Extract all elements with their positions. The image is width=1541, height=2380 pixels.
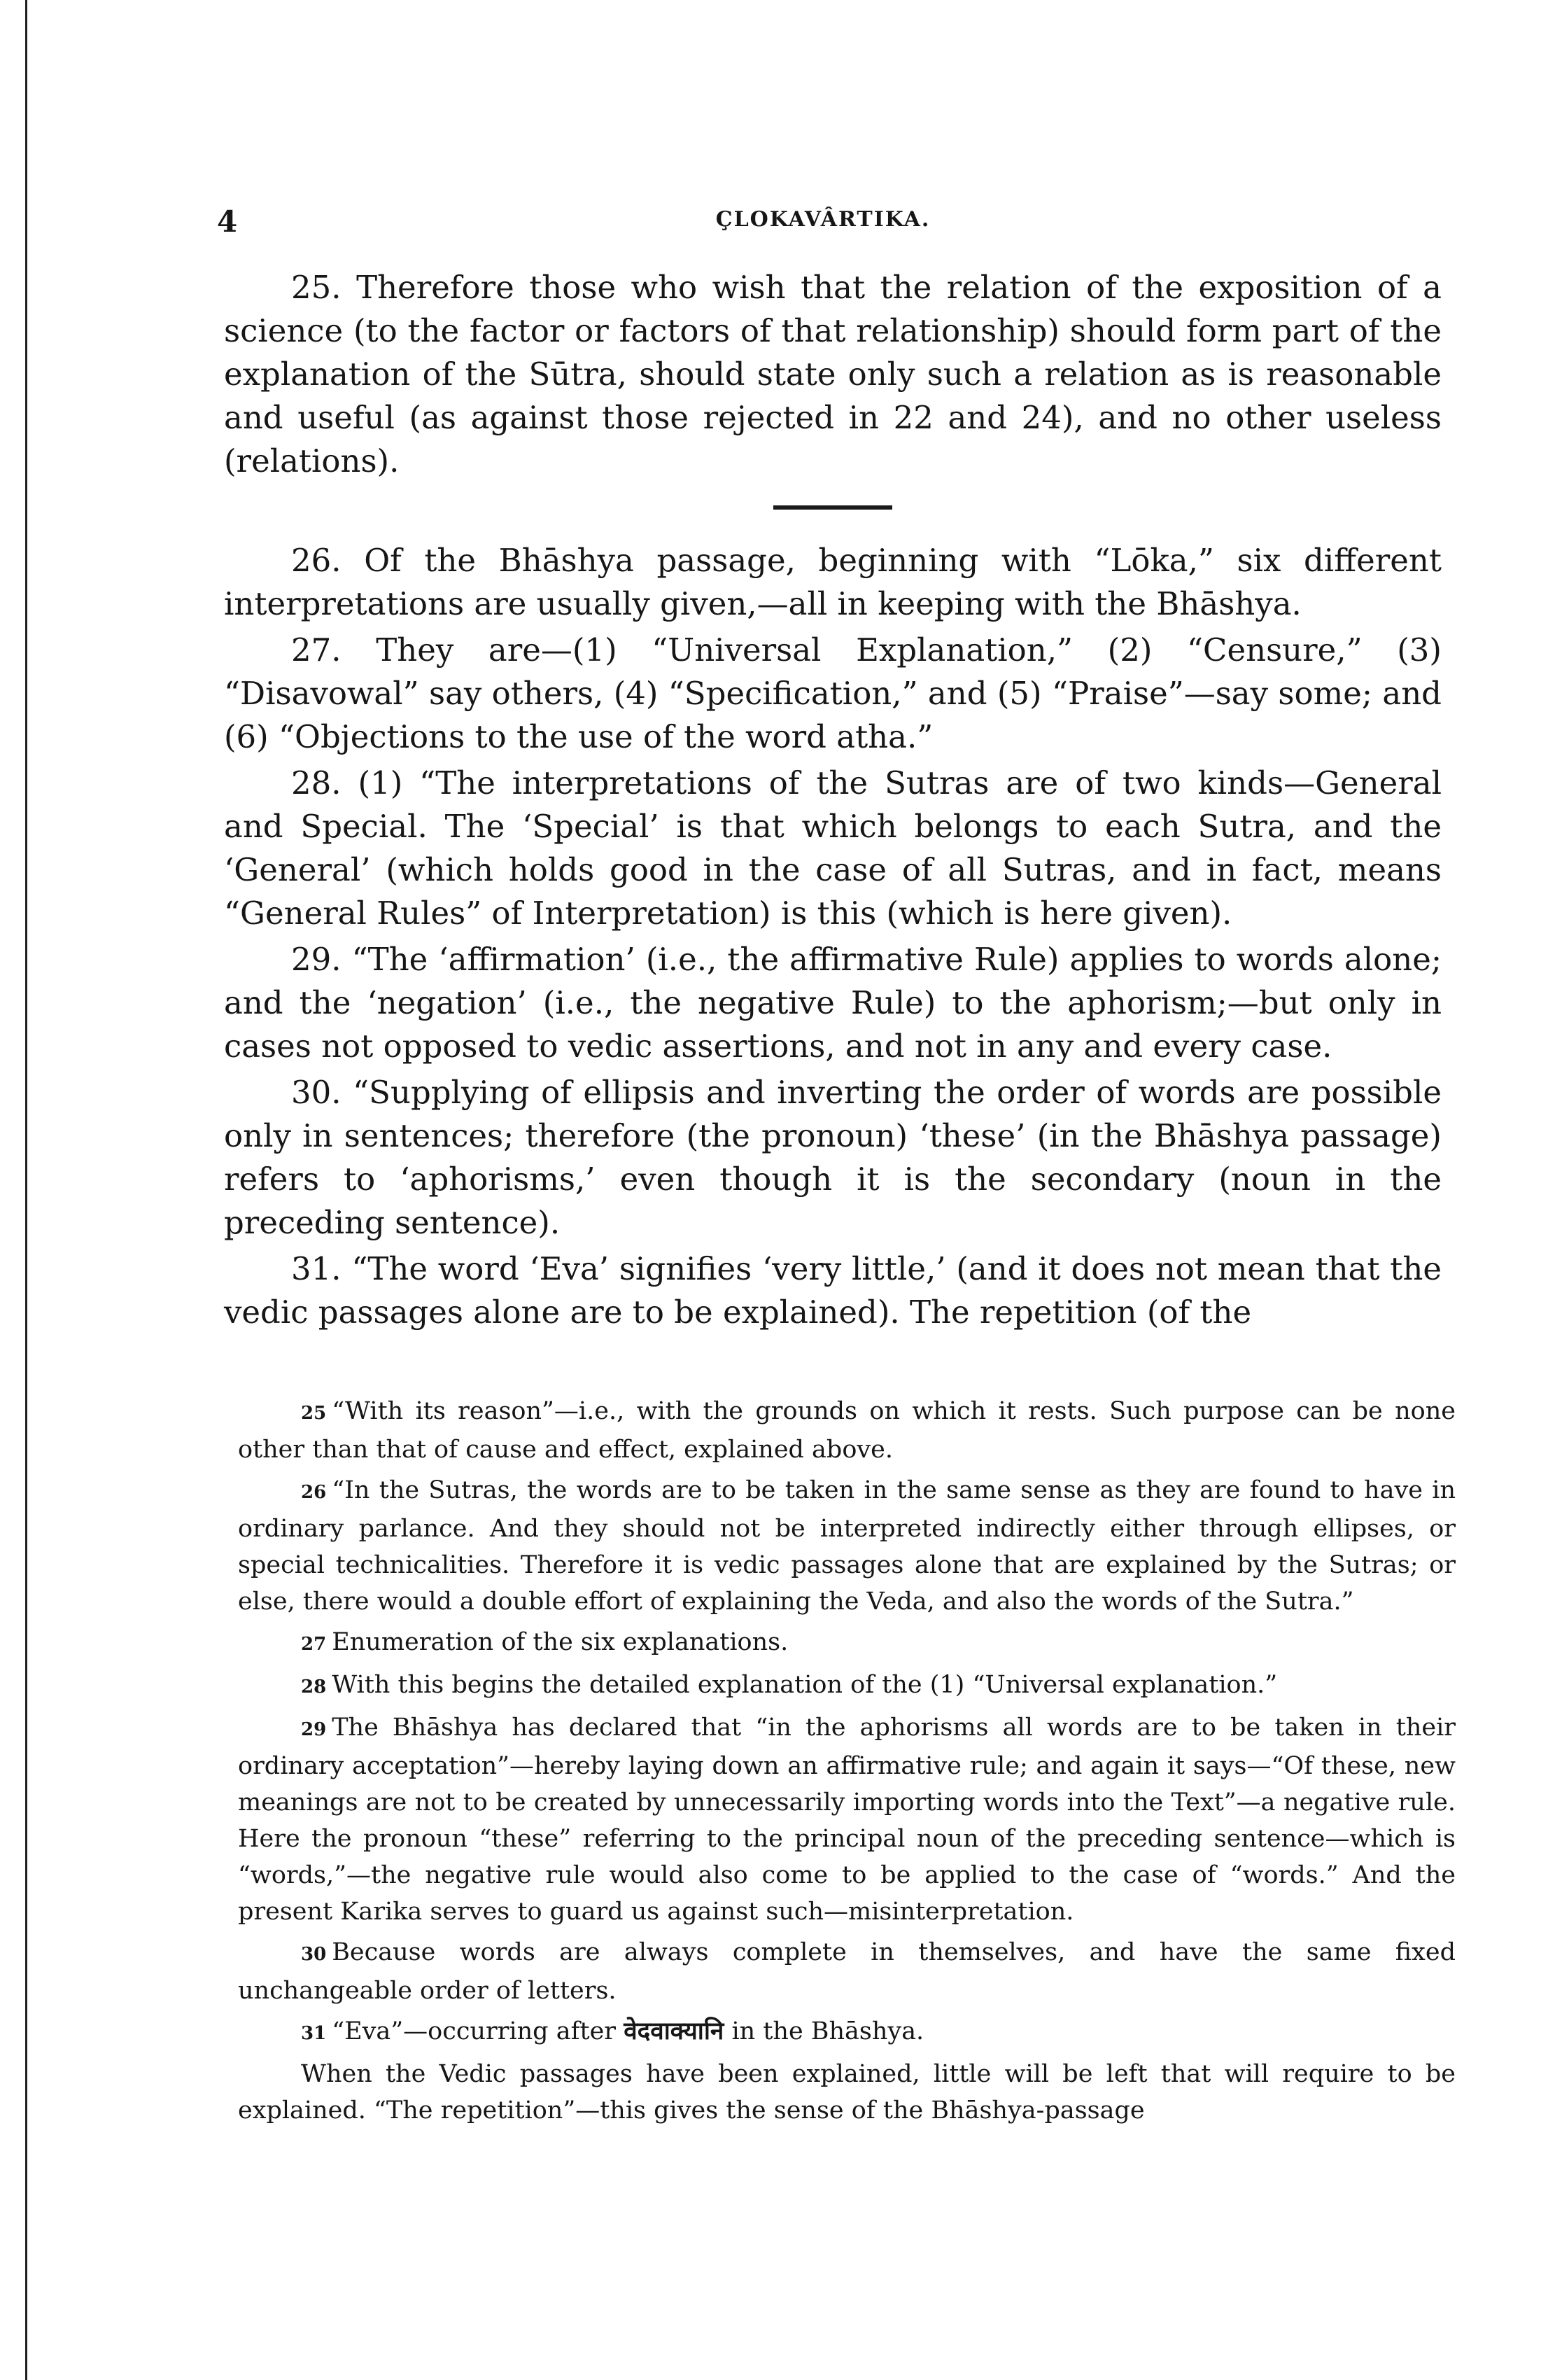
- section-divider: [773, 505, 892, 510]
- paragraph-25: 25. Therefore those who wish that the relation of the exposition of a science (to the factor or factors of that relationship) should form part of the explanation of the Sūtra, should state only such a relation as is reasonable and useful (as against those rejected in 22 and 24), and no other useless (relations).: [224, 269, 1442, 479]
- paragraph-26: 26. Of the Bhāshya passage, beginning with “Lōka,” six different interpretations are usually given,—all in keeping with the Bhāshya.: [224, 542, 1442, 622]
- footnote-31: 31 “Eva”—occurring after वेदवाक्यानि in the Bhāshya.: [301, 2017, 924, 2045]
- devanagari-word: वेदवाक्यानि: [624, 2017, 724, 2045]
- paragraph-29: 29. “The ‘affirmation’ (i.e., the affirmative Rule) applies to words alone; and the ‘negation’ (i.e., the negative Rule) to the aphorism;—but only in cases not opposed to vedic assertions, and not in any and every case.: [224, 941, 1442, 1065]
- paragraph-27: 27. They are—(1) “Universal Explanation,” (2) “Censure,” (3) “Disavowal” say others, (4) “Specification,” and (5) “Praise”—say some; and (6) “Objections to the use of the word atha.”: [224, 631, 1442, 755]
- footnote-30: 30 Because words are always complete in themselves, and have the same fixed unchangeable order of letters.: [238, 1938, 1456, 2005]
- footnote-26: 26 “In the Sutras, the words are to be taken in the same sense as they are found to have in ordinary parlance. And they should not be interpreted indirectly either through ellipses, or special technicalities. Therefore it is vedic passages alone that are explained by the Sutras; or else, there would a double effort of explaining the Veda, and also the words of the Sutra.”: [238, 1476, 1456, 1616]
- footnotes: [238, 1393, 1456, 2133]
- binding-edge-line: [25, 0, 27, 2380]
- page-number: 4: [217, 204, 238, 239]
- running-title: ÇLOKAVÂRTIKA.: [715, 207, 931, 232]
- footnote-25: 25 “With its reason”—i.e., with the grounds on which it rests. Such purpose can be none other than that of cause and effect, explained above.: [238, 1397, 1456, 1464]
- footnote-31-continuation: When the Vedic passages have been explained, little will be left that will require to be explained. “The repetition”—this gives the sense of the Bhāshya-passage: [238, 2060, 1456, 2124]
- paragraph-30: 30. “Supplying of ellipsis and inverting the order of words are possible only in sentences; therefore (the pronoun) ‘these’ (in the Bhāshya passage) refers to ‘aphorisms,’ even though it is the secondary (noun in the preceding sentence).: [224, 1074, 1442, 1241]
- footnote-28: 28 With this begins the detailed explanation of the (1) “Universal explanation.”: [301, 1671, 1278, 1699]
- paragraph-28: 28. (1) “The interpretations of the Sutras are of two kinds—General and Special. The ‘Special’ is that which belongs to each Sutra, and the ‘General’ (which holds good in the case of all Sutras, and in fact, means “General Rules” of Interpretation) is this (which is here given).: [224, 764, 1442, 932]
- paragraph-31: 31. “The word ‘Eva’ signifies ‘very little,’ (and it does not mean that the vedic passages alone are to be explained). The repetition (of the: [224, 1250, 1442, 1331]
- footnote-29: 29 The Bhāshya has declared that “in the aphorisms all words are to be taken in their ordinary acceptation”—hereby laying down an affirmative rule; and again it says—“Of these, new meanings are not to be created by unnecessarily importing words into the Text”—a negative rule. Here the pronoun “these” referring to the principal noun of the preceding sentence—which is “words,”—the negative rule would also come to be applied to the case of “words.” And the present Karika serves to guard us against such—misinterpretation.: [238, 1714, 1456, 1926]
- footnote-27: 27 Enumeration of the six explanations.: [301, 1628, 789, 1656]
- main-text: [224, 266, 1442, 1334]
- page-header: [217, 204, 1429, 246]
